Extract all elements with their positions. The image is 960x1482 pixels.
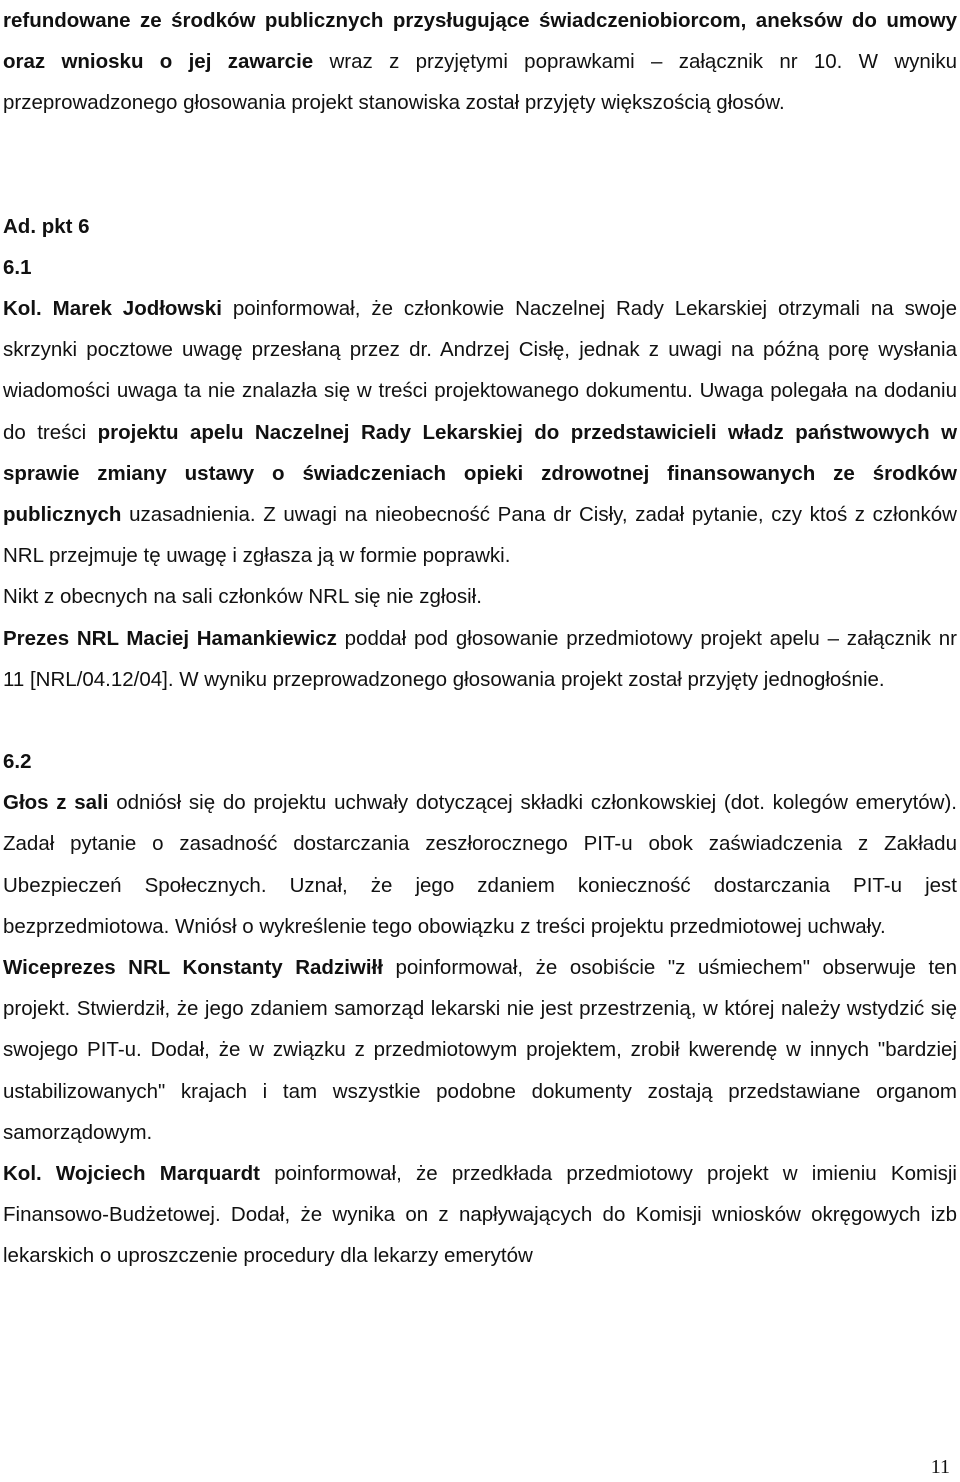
subsection-heading-6-1: 6.1 [3,255,32,279]
text-fragment: poinformował, że członkowie Naczelnej Rady Lekarskiej otrzymali na swoje skrzynki pocztowe uwagę przesłaną przez dr. Andrzej Cisłę, jednak z uwagi na późną porę wysłania wiadomości uwaga ta nie znalazła się w treści projektowanego dokumentu. Uwaga polegała na dodaniu do treści [3,297,957,444]
speaker-name: Głos z sali [3,791,109,815]
paragraph-nikt: Nikt z obecnych na sali członków NRL się nie zgłosił. [3,585,482,609]
bold-title-fragment: refundowane ze środków publicznych przysługujące świadczeniobiorcom, aneksów do umowy oraz wniosku o jej zawarcie [3,9,957,74]
paragraph-stanowisko-result [3,0,957,124]
page-number: 11 [930,1456,950,1478]
text-fragment: odniósł się do projektu uchwały dotyczącej składki członkowskiej (dot. kolegów emerytów). Zadał pytanie o zasadność dostarczania zeszłorocznego PIT-u obok zaświadczenia z Zakładu Ubezpieczeń Społecznych. Uznał, że jego zdaniem konieczność dostarczania PIT-u jest bezprzedmiotowa. Wniósł o wykreślenie tego obowiązku z treści projektu przedmiotowej uchwały. [3,791,957,938]
text-fragment: poddał pod głosowanie przedmiotowy projekt apelu – załącznik nr 11 [NRL/04.12/04]. W wyniku przeprowadzonego głosowania projekt został przyjęty jednogłośnie. [3,626,957,691]
paragraph-marquardt [3,1153,957,1277]
text-fragment: wraz z przyjętymi poprawkami – [313,50,679,74]
text-fragment: załącznik nr 10. W wyniku przeprowadzonego głosowania projekt stanowiska został przyjęty większością głosów. [3,50,957,115]
speaker-name: Kol. Marek Jodłowski [3,297,222,321]
spacer [3,700,957,741]
speaker-name: Kol. Wojciech Marquardt [3,1162,260,1186]
section-heading-ad-pkt-6: Ad. pkt 6 [3,214,90,238]
text-fragment: poinformował, że przedkłada przedmiotowy projekt w imieniu Komisji Finansowo-Budżetowej. Dodał, że wynika on z napływających do Komisji wniosków okręgowych izb lekarskich o uproszczenie procedury dla lekarzy emerytów [3,1162,957,1268]
paragraph-hamankiewicz [3,618,957,700]
subsection-heading-6-2: 6.2 [3,750,32,774]
paragraph-jodlowski [3,288,957,576]
document-page [3,0,957,1482]
paragraph-radziwill [3,947,957,1153]
spacer [3,124,957,206]
speaker-name: Prezes NRL Maciej Hamankiewicz [3,626,337,650]
bold-title-fragment: projektu apelu Naczelnej Rady Lekarskiej do przedstawicieli władz państwowych w sprawie zmiany ustawy o świadczeniach opieki zdrowotnej finansowanych ze środków publicznych [3,420,958,527]
speaker-name: Wiceprezes NRL Konstanty Radziwiłł [3,956,383,980]
text-fragment: poinformował, że osobiście "z uśmiechem" obserwuje ten projekt. Stwierdził, że jego zdaniem samorząd lekarski nie jest przestrzenią, w której należy wstydzić się swojego PIT-u. Dodał, że w związku z przedmiotowym projektem, zrobił kwerendę w innych "bardziej ustabilizowanych" krajach i tam wszystkie podobne dokumenty zostają przedstawiane organom samorządowym. [3,956,957,1144]
text-fragment: uzasadnienia. Z uwagi na nieobecność Pana dr Cisły, zadał pytanie, czy ktoś z członków NRL przejmuje tę uwagę i zgłasza ją w formie poprawki. [3,503,957,568]
paragraph-glos-z-sali [3,782,957,947]
